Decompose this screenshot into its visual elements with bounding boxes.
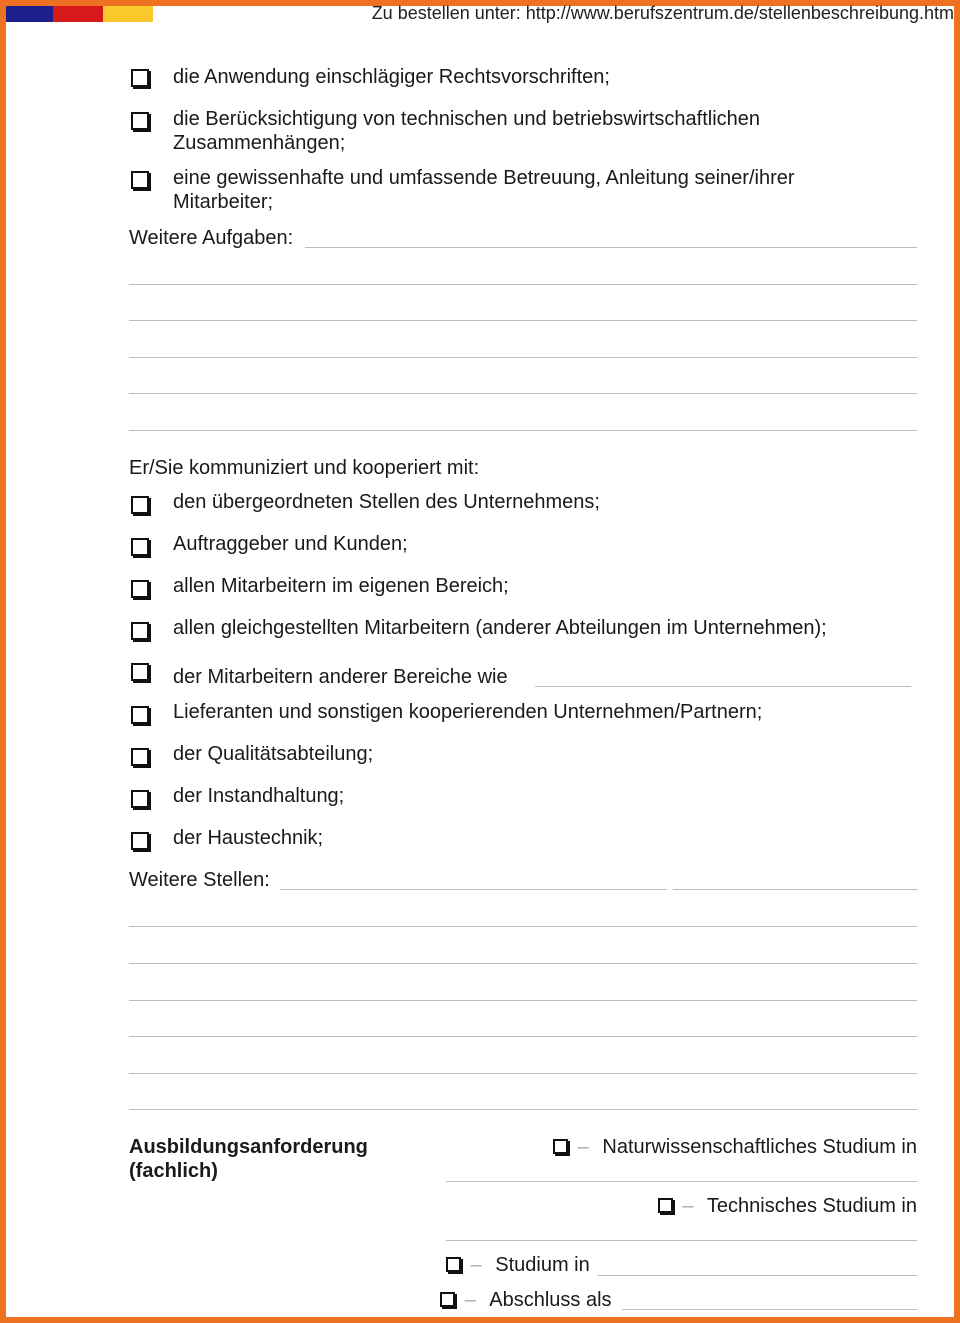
technical-study-line[interactable] [446, 1240, 917, 1241]
comm-item-5: der Mitarbeitern anderer Bereiche wie [173, 666, 508, 688]
color-bar-blue [6, 6, 53, 22]
further-tasks-line[interactable] [129, 320, 917, 321]
further-tasks-label: Weitere Aufgaben: [129, 227, 294, 249]
checkbox-comm-6[interactable] [131, 706, 149, 724]
checkbox-comm-1[interactable] [131, 496, 149, 514]
order-url[interactable]: Zu bestellen unter: http://www.berufszentrum.de/stellenbeschreibung.htm [371, 3, 954, 23]
checkbox-technical[interactable] [658, 1198, 673, 1213]
checkbox-comm-4[interactable] [131, 622, 149, 640]
education-option-degree[interactable] [440, 1288, 612, 1312]
study-line[interactable] [598, 1275, 917, 1276]
checkbox-comm-2[interactable] [131, 538, 149, 556]
further-contacts-line[interactable] [673, 889, 918, 890]
other-departments-line[interactable] [535, 686, 911, 687]
further-contacts-line[interactable] [129, 1073, 917, 1074]
checkbox-degree[interactable] [440, 1292, 455, 1307]
education-heading: Ausbildungsanforderung [129, 1136, 368, 1158]
degree-line[interactable] [622, 1309, 917, 1310]
education-option-technical[interactable] [658, 1194, 917, 1218]
study-label: Studium in [495, 1254, 590, 1276]
comm-item-1: den übergeordneten Stellen des Unternehmens; [173, 491, 600, 513]
science-study-label: Naturwissenschaftliches Studium in [602, 1136, 917, 1158]
comm-item-4: allen gleichgestellten Mitarbeitern (anderer Abteilungen im Unternehmen); [173, 617, 827, 639]
comm-item-6: Lieferanten und sonstigen kooperierenden Unternehmen/Partnern; [173, 701, 763, 723]
further-contacts-line[interactable] [129, 1036, 917, 1037]
checkbox-task-1[interactable] [131, 69, 149, 87]
dash-glyph: – [577, 1136, 589, 1158]
degree-label: Abschluss als [489, 1289, 612, 1311]
further-contacts-line[interactable] [129, 926, 917, 927]
further-tasks-line[interactable] [129, 430, 917, 431]
education-option-study[interactable] [446, 1253, 590, 1277]
further-contacts-line[interactable] [129, 1000, 917, 1001]
color-bar-red [53, 6, 103, 22]
comm-item-8: der Instandhaltung; [173, 785, 345, 807]
technical-study-label: Technisches Studium in [706, 1195, 917, 1217]
checkbox-task-3[interactable] [131, 171, 149, 189]
color-bar-yellow [103, 6, 153, 22]
further-contacts-line[interactable] [129, 1109, 917, 1110]
checkbox-task-2[interactable] [131, 112, 149, 130]
science-study-line[interactable] [446, 1181, 917, 1182]
further-contacts-label: Weitere Stellen: [129, 869, 270, 891]
task-item-1: die Anwendung einschlägiger Rechtsvorschriften; [173, 66, 610, 88]
checkbox-study[interactable] [446, 1257, 461, 1272]
comm-item-2: Auftraggeber und Kunden; [173, 533, 408, 555]
comm-item-9: der Haustechnik; [173, 827, 324, 849]
task-item-3: eine gewissenhafte und umfassende Betreuung, Anleitung seiner/ihrer [173, 167, 795, 189]
further-contacts-line[interactable] [280, 889, 667, 890]
comm-item-3: allen Mitarbeitern im eigenen Bereich; [173, 575, 509, 597]
education-option-science[interactable] [553, 1135, 917, 1159]
task-item-3-cont: Mitarbeiter; [173, 191, 274, 213]
dash-glyph: – [470, 1254, 482, 1276]
communication-intro: Er/Sie kommuniziert und kooperiert mit: [129, 457, 480, 479]
checkbox-comm-3[interactable] [131, 580, 149, 598]
further-tasks-line[interactable] [305, 247, 917, 248]
dash-glyph: – [682, 1195, 694, 1217]
comm-item-7: der Qualitätsabteilung; [173, 743, 374, 765]
further-tasks-line[interactable] [129, 284, 917, 285]
dash-glyph: – [464, 1289, 476, 1311]
checkbox-science[interactable] [553, 1139, 568, 1154]
education-heading-sub: (fachlich) [129, 1160, 218, 1182]
checkbox-comm-9[interactable] [131, 832, 149, 850]
further-tasks-line[interactable] [129, 357, 917, 358]
checkbox-comm-7[interactable] [131, 748, 149, 766]
task-item-2: die Berücksichtigung von technischen und betriebswirtschaftlichen [173, 108, 761, 130]
checkbox-comm-8[interactable] [131, 790, 149, 808]
task-item-2-cont: Zusammenhängen; [173, 132, 346, 154]
checkbox-comm-5[interactable] [131, 663, 149, 681]
further-tasks-line[interactable] [129, 393, 917, 394]
further-contacts-line[interactable] [129, 963, 917, 964]
